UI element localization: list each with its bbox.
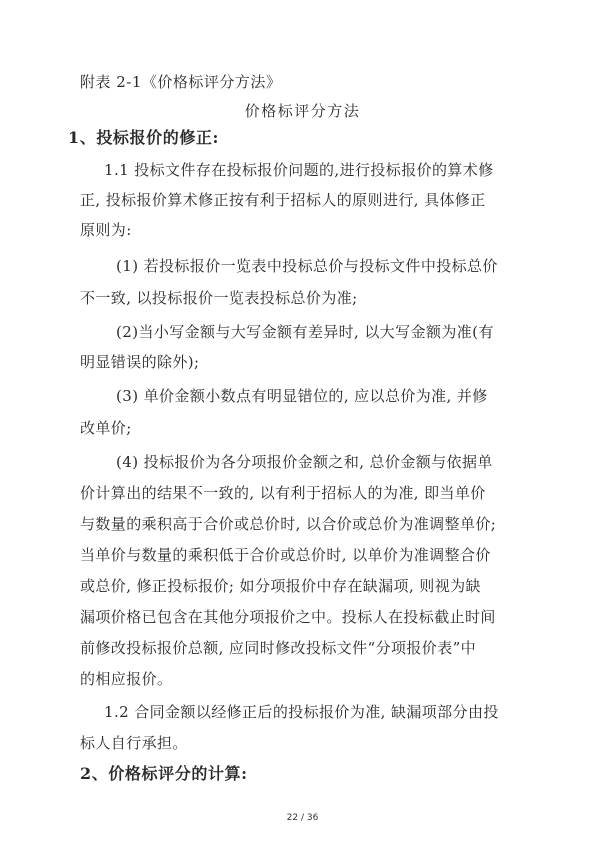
section-1-heading: 1、投标报价的修正: (68, 128, 220, 147)
rule-4-line-2: 价计算出的结果不一致的, 以有利于招标人的为准, 即当单价 (80, 484, 486, 502)
clause-1-2-line-2: 标人自行承担。 (80, 734, 188, 752)
rule-4-line-8: 的相应报价。 (80, 670, 173, 688)
rule-2-line-2: 明显错误的除外); (80, 353, 200, 371)
page-number: 22 / 36 (286, 813, 319, 823)
appendix-label: 附表 2-1《价格标评分方法》 (80, 73, 282, 91)
section-2-heading: 2、价格标评分的计算: (80, 764, 248, 783)
rule-2-line-1: (2)当小写金额与大写金额有差异时, 以大写金额为准(有 (116, 323, 494, 341)
rule-1-line-1: (1) 若投标报价一览表中投标总价与投标文件中投标总价 (116, 257, 498, 275)
rule-1-line-2: 不一致, 以投标报价一览表投标总价为准; (80, 289, 358, 307)
rule-4-line-3: 与数量的乘积高于合价或总价时, 以合价或总价为准调整单价; (80, 515, 497, 533)
clause-1-1-line-3: 原则为: (80, 221, 132, 239)
rule-4-line-5: 或总价, 修正投标报价; 如分项报价中存在缺漏项, 则视为缺 (80, 577, 481, 595)
rule-3-line-2: 改单价; (80, 419, 132, 437)
rule-4-line-1: (4) 投标报价为各分项报价金额之和, 总价金额与依据单 (116, 453, 493, 471)
rule-4-line-4: 当单价与数量的乘积低于合价或总价时, 以单价为准调整合价 (80, 546, 491, 564)
clause-1-1-line-1: 1.1 投标文件存在投标报价问题的,进行投标报价的算术修 (104, 161, 494, 179)
rule-4-line-6: 漏项价格已包含在其他分项报价之中。投标人在投标截止时间 (80, 608, 496, 626)
clause-1-1-line-2: 正, 投标报价算术修正按有利于招标人的原则进行, 具体修正 (80, 191, 486, 209)
rule-4-line-7: 前修改投标报价总额, 应同时修改投标文件“分项报价表”中 (80, 639, 477, 657)
page-title: 价格标评分方法 (244, 102, 361, 120)
clause-1-2-line-1: 1.2 合同金额以经修正后的投标报价为准, 缺漏项部分由投 (104, 703, 499, 721)
rule-3-line-1: (3) 单价金额小数点有明显错位的, 应以总价为准, 并修 (116, 387, 488, 405)
